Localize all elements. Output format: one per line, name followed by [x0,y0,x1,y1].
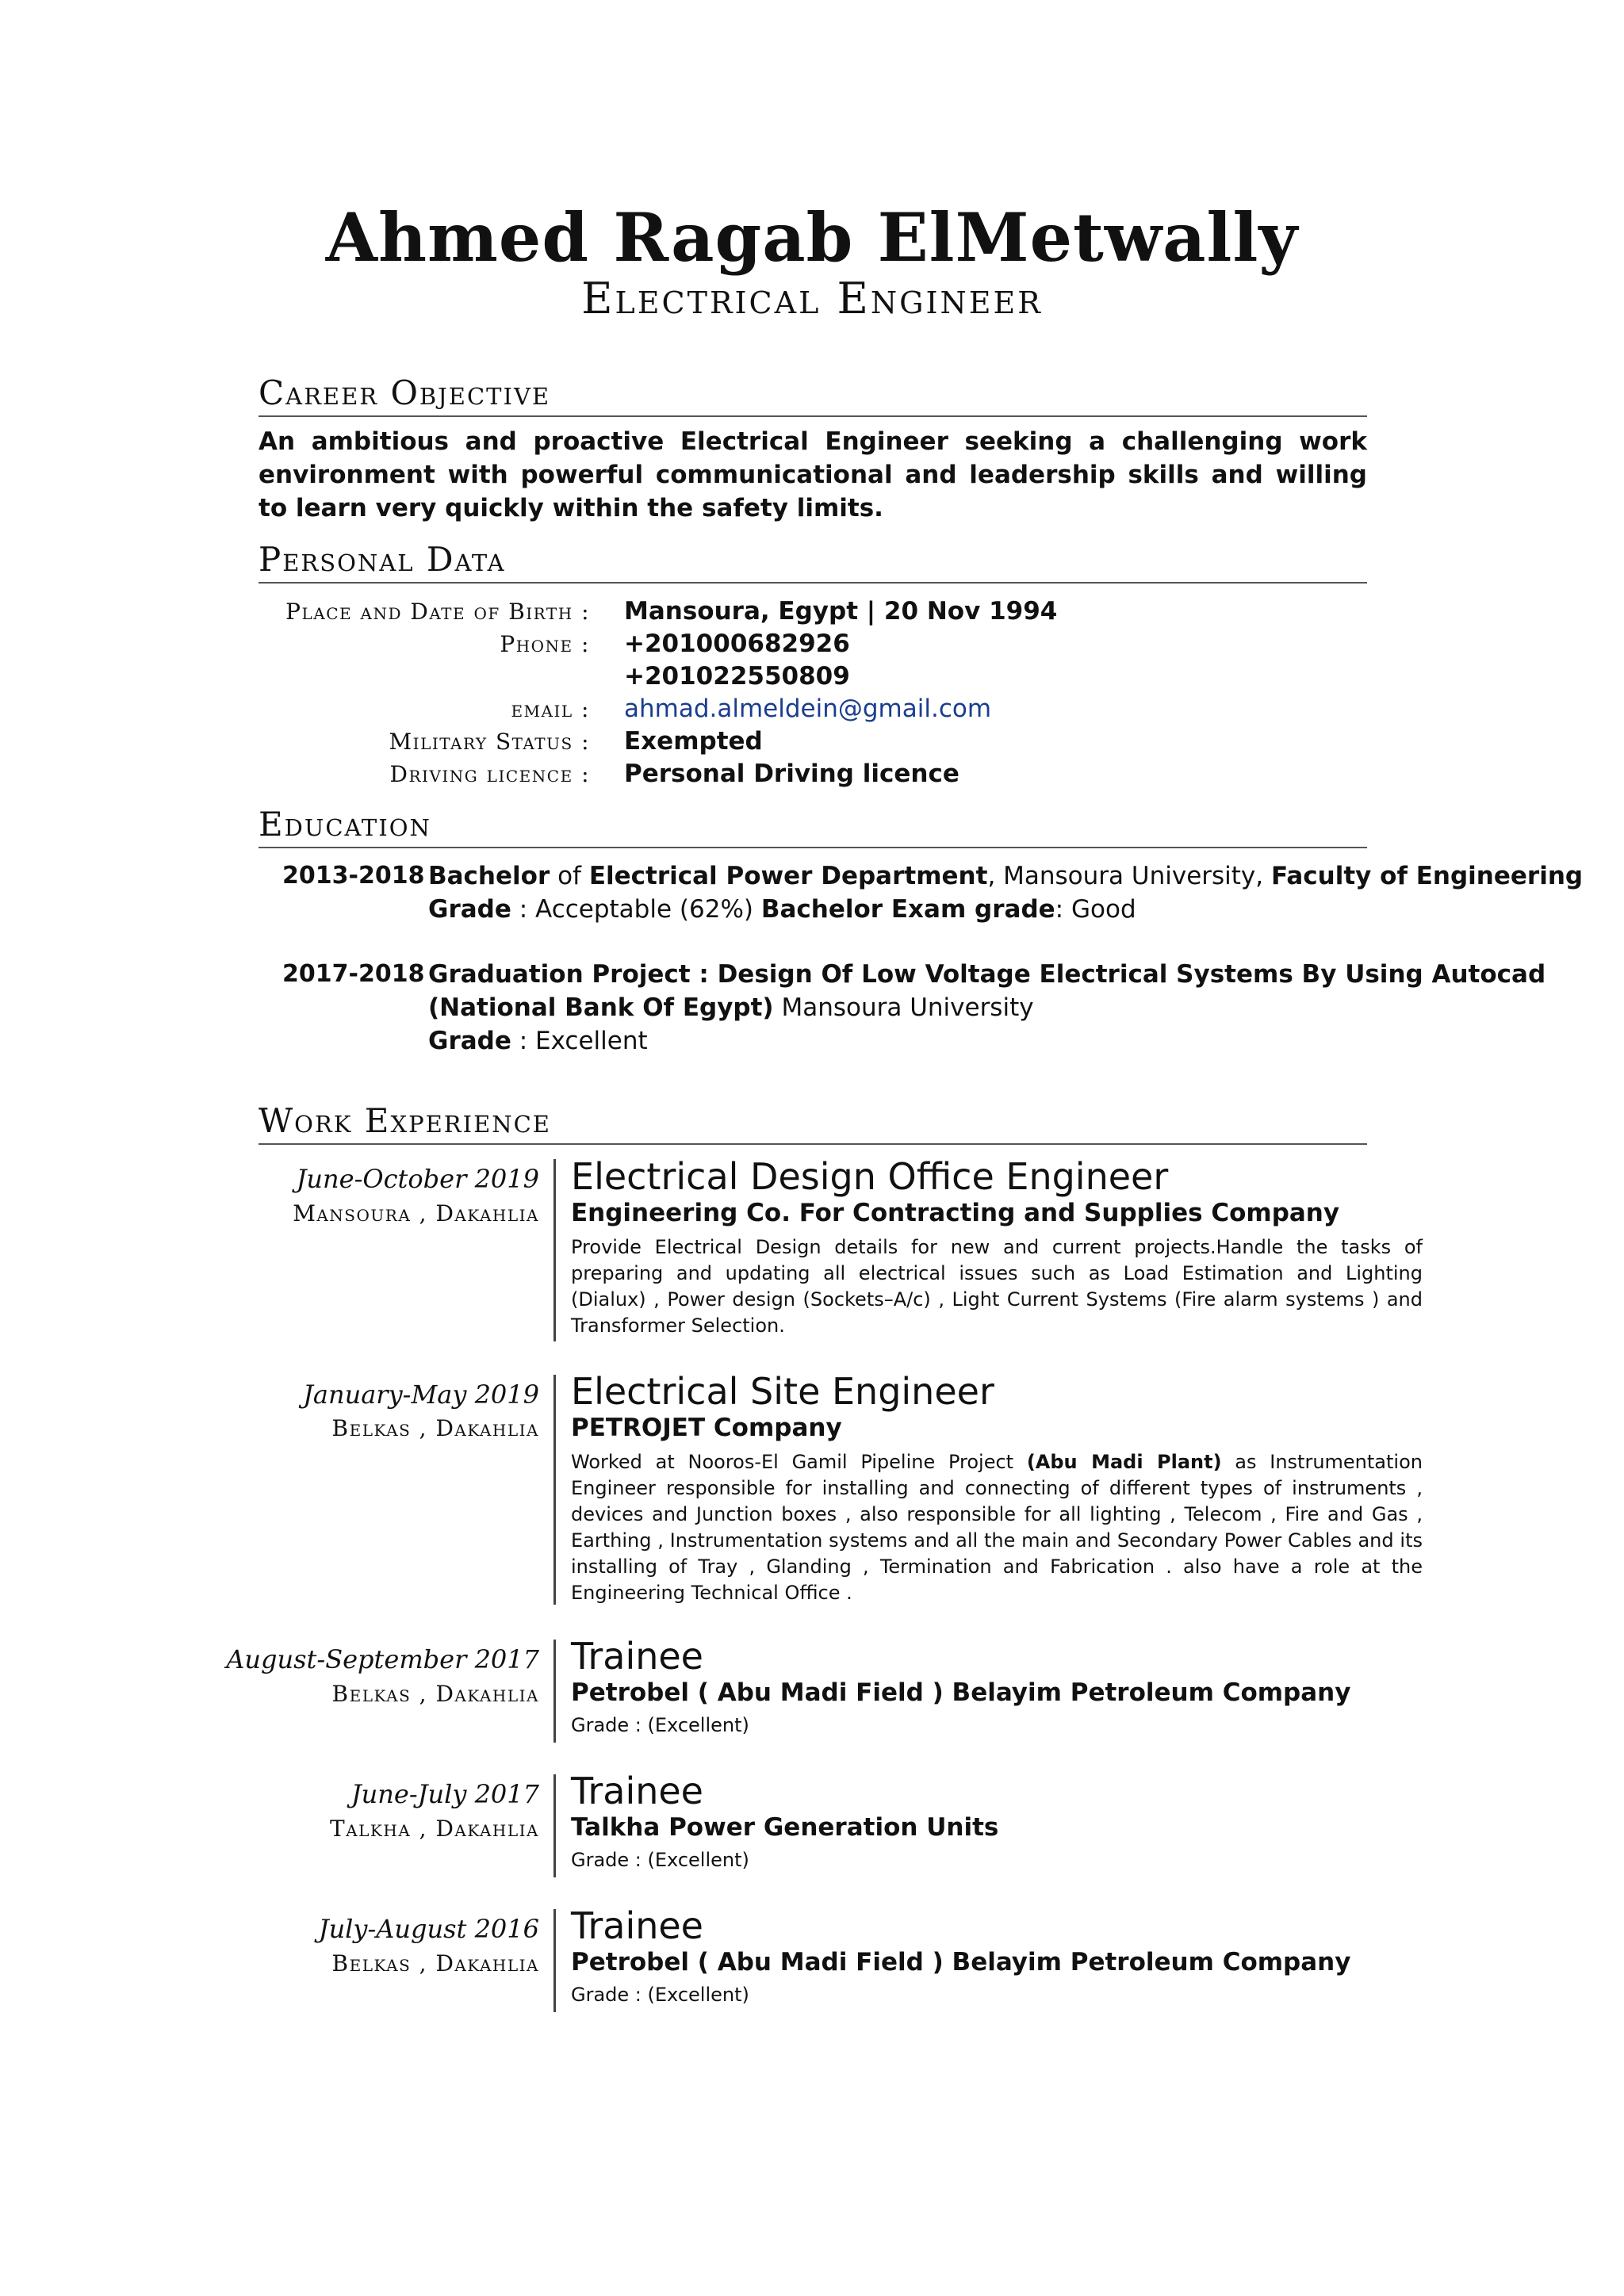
degree-of: of [550,862,589,890]
job-divider [553,1640,556,1743]
job-grade: Grade : (Excellent) [571,1849,749,1871]
project-grade-value: Excellent [535,1027,648,1055]
job-date: June-October 2019 [296,1164,539,1194]
job-company: Engineering Co. For Contracting and Supplies Company [571,1199,1340,1227]
job-description-post: as Instrumentation Engineer responsible for installing and connecting of different types of instruments , devices and Junction boxes , also responsible for all lighting , Telecom , Fire and Gas , Earthing , Instrumentation systems and all the main and Secondary Power Cables and its installing of Tray , Glanding , Termination and Fabrication . also have a role at the Engineering Technical Office . [571,1451,1423,1604]
military-status-label: Military Status : [389,729,590,755]
phone-label: Phone : [500,631,590,657]
job-description-plant: (Abu Madi Plant) [1026,1451,1222,1473]
job-title: Electrical Site Engineer [571,1370,994,1413]
education-years: 2013-2018 [282,862,425,890]
job-date: June-July 2017 [350,1779,539,1809]
grade-sep: : [511,895,536,924]
section-heading-personal-data: Personal Data [259,539,1367,584]
department: Electrical Power Department [588,862,988,890]
job-company: Petrobel ( Abu Madi Field ) Belayim Petroleum Company [571,1948,1351,1976]
grade-label: Grade [428,895,511,924]
grade-value: Acceptable (62%) [535,895,761,924]
job-location: Belkas , Dakahlia [331,1415,539,1441]
university: , Mansoura University, [987,862,1271,890]
graduation-project-title: Graduation Project : Design Of Low Voltage Electrical Systems By Using Autocad [428,960,1546,989]
job-company: Petrobel ( Abu Madi Field ) Belayim Petroleum Company [571,1678,1351,1707]
job-date: July-August 2016 [318,1914,539,1944]
birth-value: Mansoura, Egypt | 20 Nov 1994 [624,597,1058,626]
exam-grade-label: Bachelor Exam grade [760,895,1055,924]
phone-value-1: +201000682926 [624,629,850,658]
exam-grade-sep: : [1055,895,1071,924]
job-description [571,1449,1423,1606]
candidate-name: Ahmed Ragab ElMetwally [325,198,1299,277]
job-date: August-September 2017 [226,1644,539,1674]
project-university: Mansoura University [773,993,1034,1022]
degree: Bachelor [428,862,550,890]
job-location: Belkas , Dakahlia [331,1950,539,1976]
project-grade-sep: : [511,1027,536,1055]
job-grade: Grade : (Excellent) [571,1984,749,2006]
education-grade-line [428,893,1136,926]
driving-licence-label: Driving licence : [389,761,590,787]
phone-value-2: +201022550809 [624,662,850,691]
education-degree-line [428,859,1583,893]
section-heading-career-objective: Career Objective [259,373,1367,417]
job-divider [553,1909,556,2012]
job-company: PETROJET Company [571,1414,842,1442]
section-heading-work-experience: Work Experience [259,1100,1367,1145]
job-title: Trainee [571,1635,703,1678]
job-divider [553,1375,556,1605]
job-description: Provide Electrical Design details for new and current projects.Handle the tasks of preparing and updating all electrical issues such as Load Estimation and Lighting (Dialux) , Power design (Sockets–A/c) , Light Current Systems (Fire alarm systems ) and Transformer Selection. [571,1236,1423,1337]
job-divider [553,1159,556,1341]
job-title: Trainee [571,1904,703,1947]
project-years: 2017-2018 [282,960,425,988]
birth-label: Place and Date of Birth : [285,599,590,625]
email-link[interactable]: ahmad.almeldein@gmail.com [624,695,992,723]
job-company: Talkha Power Generation Units [571,1813,999,1842]
job-date: January-May 2019 [303,1380,539,1410]
job-divider [553,1774,556,1877]
project-bank: (National Bank Of Egypt) [428,993,774,1022]
job-description-pre: Worked at Nooros-El Gamil Pipeline Project [571,1451,1027,1473]
career-objective-text: An ambitious and proactive Electrical Engineer seeking a challenging work environment with powerful communicational and leadership skills and willing to learn very quickly within the safety limits. [259,427,1367,522]
job-location: Talkha , Dakahlia [330,1816,539,1842]
job-title: Trainee [571,1770,703,1812]
faculty: Faculty of Engineering [1270,862,1584,890]
job-grade: Grade : (Excellent) [571,1714,749,1736]
project-grade-line [428,1024,648,1058]
project-grade-label: Grade [428,1027,511,1055]
section-heading-education: Education [259,804,1367,848]
exam-grade-value: Good [1071,895,1136,924]
military-status-value: Exempted [624,727,763,756]
job-location: Mansoura , Dakahlia [293,1200,539,1226]
job-location: Belkas , Dakahlia [331,1681,539,1707]
job-title: Electrical Design Office Engineer [571,1155,1169,1198]
email-label: email : [511,696,590,722]
driving-licence-value: Personal Driving licence [624,760,959,788]
candidate-role: Electrical Engineer [581,274,1043,323]
graduation-project-line [428,991,1034,1024]
